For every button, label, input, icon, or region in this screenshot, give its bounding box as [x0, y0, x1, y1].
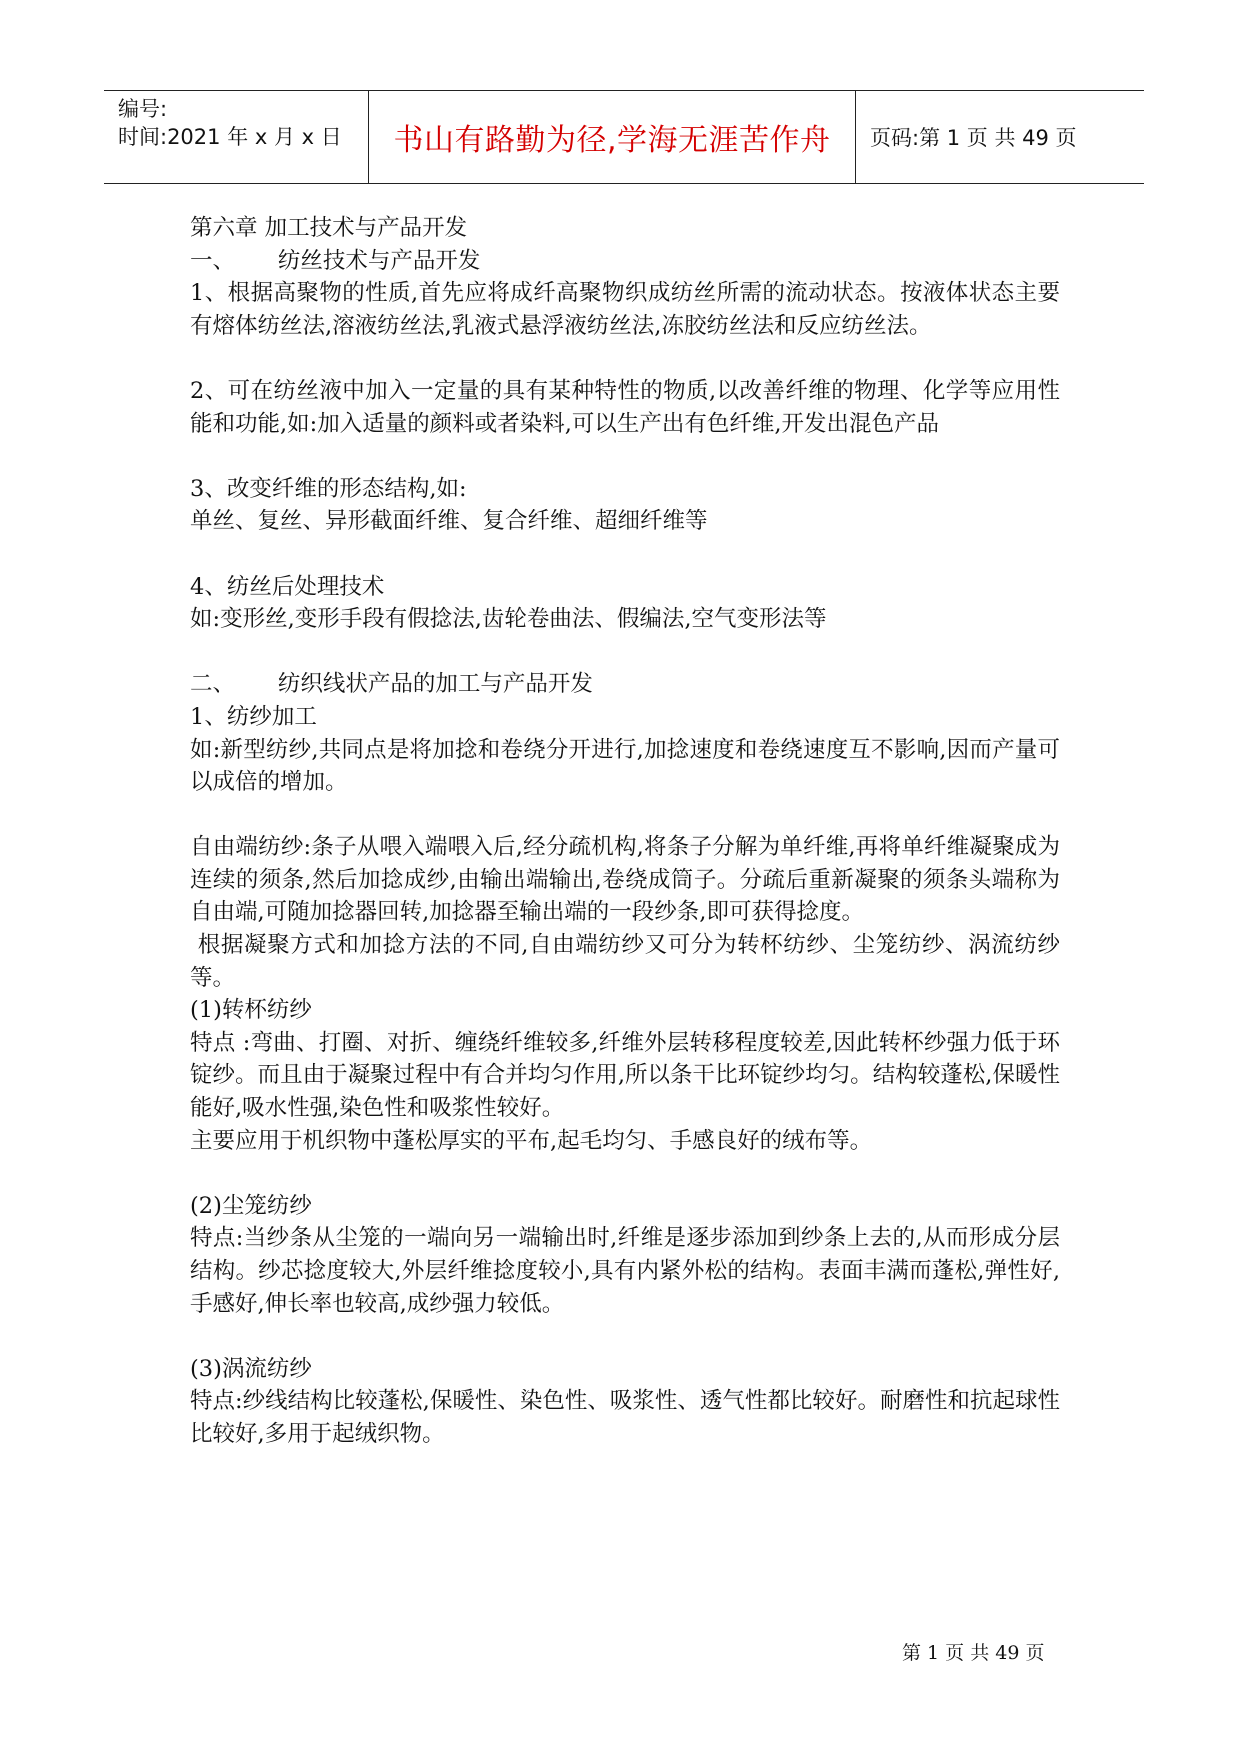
header-motto-cell — [368, 91, 856, 183]
document-header — [104, 90, 1144, 184]
header-page-code: 页码:第 1 页 共 49 页 — [870, 126, 1077, 150]
chapter-title: 第六章 加工技术与产品开发 — [190, 215, 468, 241]
vortex-spinning-features: 特点:纱线结构比较蓬松,保暖性、染色性、吸浆性、透气性都比较好。耐磨性和抗起球性比较好,多用于起绒织物。 — [190, 1388, 1060, 1447]
document-number-label: 编号: — [118, 97, 168, 121]
paragraph-4-body: 如:变形丝,变形手段有假捻法,齿轮卷曲法、假编法,空气变形法等 — [190, 606, 827, 633]
header-meta-cell — [104, 91, 366, 183]
paragraph-3-body: 单丝、复丝、异形截面纤维、复合纤维、超细纤维等 — [190, 508, 708, 535]
header-page-code-cell — [856, 91, 1144, 183]
paragraph-3-heading: 3、改变纤维的形态结构,如: — [190, 475, 467, 502]
paragraph-2: 2、可在纺丝液中加入一定量的具有某种特性的物质,以改善纤维的物理、化学等应用性能和功能,如:加入适量的颜料或者染料,可以生产出有色纤维,开发出混色产品 — [190, 377, 1060, 437]
paragraph-4-heading: 4、纺丝后处理技术 — [190, 573, 385, 600]
friction-spinning-features: 特点:当纱条从尘笼的一端向另一端输出时,纤维是逐步添加到纱条上去的,从而形成分层结构。纱芯捻度较大,外层纤维捻度较小,具有内紧外松的结构。表面丰满而蓬松,弹性好,手感好,伸长率也较高,成纱强力较低。 — [190, 1225, 1060, 1317]
rotor-spinning-applications: 主要应用于机织物中蓬松厚实的平布,起毛均匀、手感良好的绒布等。 — [190, 1127, 873, 1154]
paragraph-new-spinning: 如:新型纺纱,共同点是将加捻和卷绕分开进行,加捻速度和卷绕速度互不影响,因而产量可以成倍的增加。 — [190, 736, 1060, 796]
vortex-spinning-title: (3)涡流纺纱 — [190, 1355, 312, 1382]
rotor-spinning-title: (1)转杯纺纱 — [190, 997, 312, 1024]
section-1-title: 一、 纺丝技术与产品开发 — [190, 247, 481, 274]
section-2-title: 二、 纺织线状产品的加工与产品开发 — [190, 671, 593, 698]
subsection-spinning-title: 1、纺纱加工 — [190, 703, 317, 730]
paragraph-open-end-spinning: 自由端纺纱:条子从喂入端喂入后,经分疏机构,将条子分解为单纤维,再将单纤维凝聚成为连续的须条,然后加捻成纱,由输出端输出,卷绕成筒子。分疏后重新凝聚的须条头端称为自由端,可随加捻器回转,加捻器至输出端的一段纱条,即可获得捻度。 — [190, 834, 1060, 926]
header-motto: 书山有路勤为径,学海无涯苦作舟 — [393, 123, 831, 158]
page-footer: 第 1 页 共 49 页 — [902, 1642, 1045, 1664]
rotor-spinning-features: 特点 :弯曲、打圈、对折、缠绕纤维较多,纤维外层转移程度较差,因此转杯纱强力低于环锭纱。而且由于凝聚过程中有合并均匀作用,所以条干比环锭纱均匀。结构较蓬松,保暖性能好,吸水性强,染色性和吸浆性较好。 — [190, 1029, 1060, 1122]
friction-spinning-title: (2)尘笼纺纱 — [190, 1192, 312, 1219]
document-time-label: 时间:2021 年 x 月 x 日 — [118, 125, 342, 149]
document-body — [190, 212, 1060, 1451]
paragraph-1: 1、根据高聚物的性质,首先应将成纤高聚物织成纺丝所需的流动状态。按液体状态主要有熔体纺丝法,溶液纺丝法,乳液式悬浮液纺丝法,冻胶纺丝法和反应纺丝法。 — [190, 280, 1060, 339]
paragraph-open-end-types: 根据凝聚方式和加捻方法的不同,自由端纺纱又可分为转杯纺纱、尘笼纺纱、涡流纺纱等。 — [190, 932, 1060, 991]
